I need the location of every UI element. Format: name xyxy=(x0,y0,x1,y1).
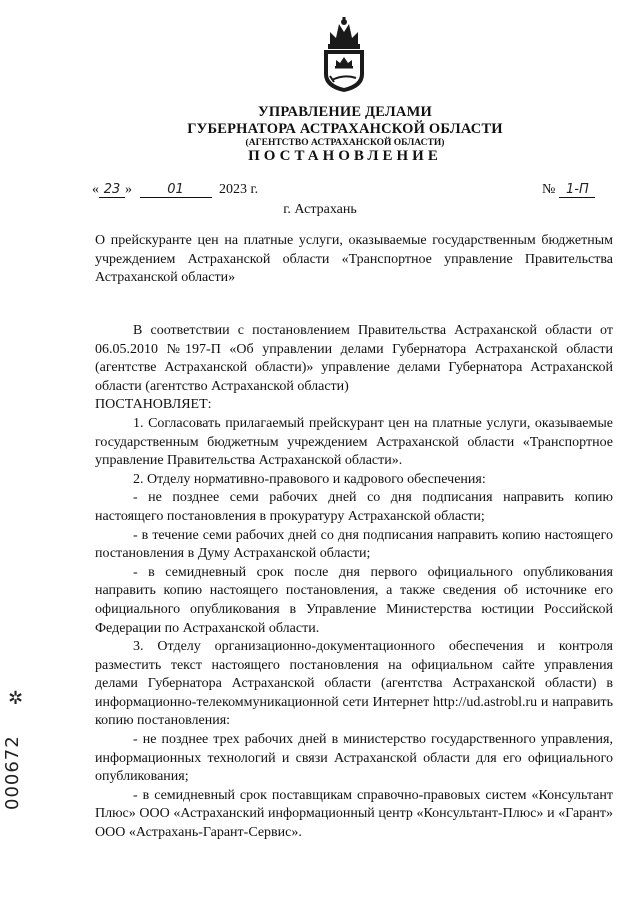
date-year: 2023 г. xyxy=(219,182,259,197)
clause-3-item-1: - не позднее трех рабочих дней в министерство государственного управления, информационных технологий и связи Астраханской области для его официального опубликования; xyxy=(95,732,613,785)
date-line xyxy=(92,182,258,198)
document-title: О прейскуранте цен на платные услуги, оказываемые государственным бюджетным учреждением Астраханской области «Транспортное управление Правительства Астраханской области» xyxy=(95,233,613,285)
decree-word: ПОСТАНОВЛЯЕТ: xyxy=(95,397,212,413)
clause-2-item-3: - в семидневный срок после дня первого официального опубликования направить копию настоящего постановления, а также сведения об источнике его официального опубликования в Управление Министерства юстиции Российской Федерации по Астраханской области. xyxy=(95,564,613,636)
clause-1: 1. Согласовать прилагаемый прейскурант цен на платные услуги, оказываемые государственным бюджетным учреждением Астраханской области «Транспортное управление Правительства Астраханской области». xyxy=(95,415,613,469)
serial-number: 000672 xyxy=(2,735,23,810)
city: г. Астрахань xyxy=(283,202,357,217)
preamble-paragraph: В соответствии с постановлением Правительства Астраханской области от 06.05.2010 №197-П «Об управлении делами Губернатора Астраханской области (агентстве Астраханской области)» управление делами Губернатора Астраханской области (агентство Астраханской области) xyxy=(95,323,613,394)
document-type: ПОСТАНОВЛЕНИЕ xyxy=(248,148,442,164)
document-number xyxy=(542,182,595,198)
margin-mark: ✲ xyxy=(8,688,24,709)
clause-2-item-2: - в течение семи рабочих дней со дня подписания направить копию настоящего постановления в Думу Астраханской области; xyxy=(95,527,613,562)
number-label: № xyxy=(542,182,556,197)
coat-of-arms-icon xyxy=(316,14,372,94)
header-governor: ГУБЕРНАТОРА АСТРАХАНСКОЙ ОБЛАСТИ xyxy=(187,121,503,137)
date-day: 23 xyxy=(99,182,125,198)
date-month: 01 xyxy=(140,182,212,198)
clause-2-item-1: - не позднее семи рабочих дней со дня подписания направить копию настоящего постановления в прокуратуру Астраханской области; xyxy=(95,490,613,524)
clause-2: 2. Отделу нормативно-правового и кадрового обеспечения: xyxy=(133,471,486,487)
header-organization: УПРАВЛЕНИЕ ДЕЛАМИ xyxy=(258,104,432,120)
header-agency: (АГЕНТСТВО АСТРАХАНСКОЙ ОБЛАСТИ) xyxy=(245,138,445,148)
number-value: 1-П xyxy=(559,182,595,198)
date-open-quote: « xyxy=(92,182,99,197)
date-close-quote: » xyxy=(125,182,132,197)
clause-3: 3. Отделу организационно-документационного обеспечения и контроля разместить текст настоящего постановления на официальном сайте управления делами Губернатора Астраханской области (агентства Астраханской области) в информационно-телекоммуникационной сети Интернет http://ud.astrobl.ru и направить копию постановления: xyxy=(95,639,613,729)
clause-3-item-2: - в семидневный срок поставщикам справочно-правовых систем «Консультант Плюс» ООО «Астраханский информационный центр «Консультант-Плюс» и «Гарант» ООО «Астрахань-Гарант-Сервис». xyxy=(95,787,613,841)
document-body xyxy=(95,322,613,843)
